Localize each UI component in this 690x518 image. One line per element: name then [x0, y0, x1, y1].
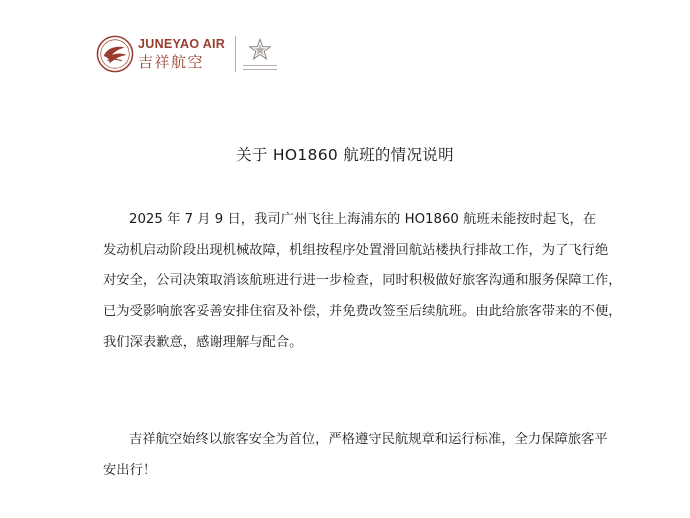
- star-alliance-icon: [248, 38, 272, 62]
- paragraph-line: 安出行！: [103, 462, 157, 478]
- juneyao-phoenix-logo-icon: [96, 35, 134, 73]
- letterhead: [96, 34, 274, 74]
- alliance-caption-graphic: [243, 65, 277, 70]
- alliance-badge: [246, 38, 274, 70]
- brand-name-english: JUNEYAO AIR: [138, 37, 226, 52]
- paragraph-safety-commitment: [103, 425, 608, 486]
- logo-divider: [235, 36, 236, 72]
- paragraph-line: 2025 年 7 月 9 日，我司广州飞往上海浦东的 HO1860 航班未能按时起飞，在: [129, 212, 597, 227]
- paragraph-line: 我们深表歉意，感谢理解与配合。: [103, 334, 303, 350]
- paragraph-line: 吉祥航空始终以旅客安全为首位，严格遵守民航规章和运行标准，全力保障旅客平: [129, 432, 608, 447]
- paragraph-line: 发动机启动阶段出现机械故障，机组按程序处置滑回航站楼执行排故工作，为了飞行绝: [103, 242, 609, 258]
- brand-wordmark: [138, 38, 225, 70]
- brand-name-chinese: 吉祥航空: [138, 52, 205, 71]
- paragraph-incident-statement: [103, 205, 622, 358]
- paragraph-line: 已为受影响旅客妥善安排住宿及补偿，并免费改签至后续航班。由此给旅客带来的不便，: [103, 304, 622, 320]
- paragraph-line: 对安全，公司决策取消该航班进行进一步检查，同时积极做好旅客沟通和服务保障工作，: [103, 273, 622, 289]
- page-title: 关于 HO1860 航班的情况说明: [236, 146, 454, 164]
